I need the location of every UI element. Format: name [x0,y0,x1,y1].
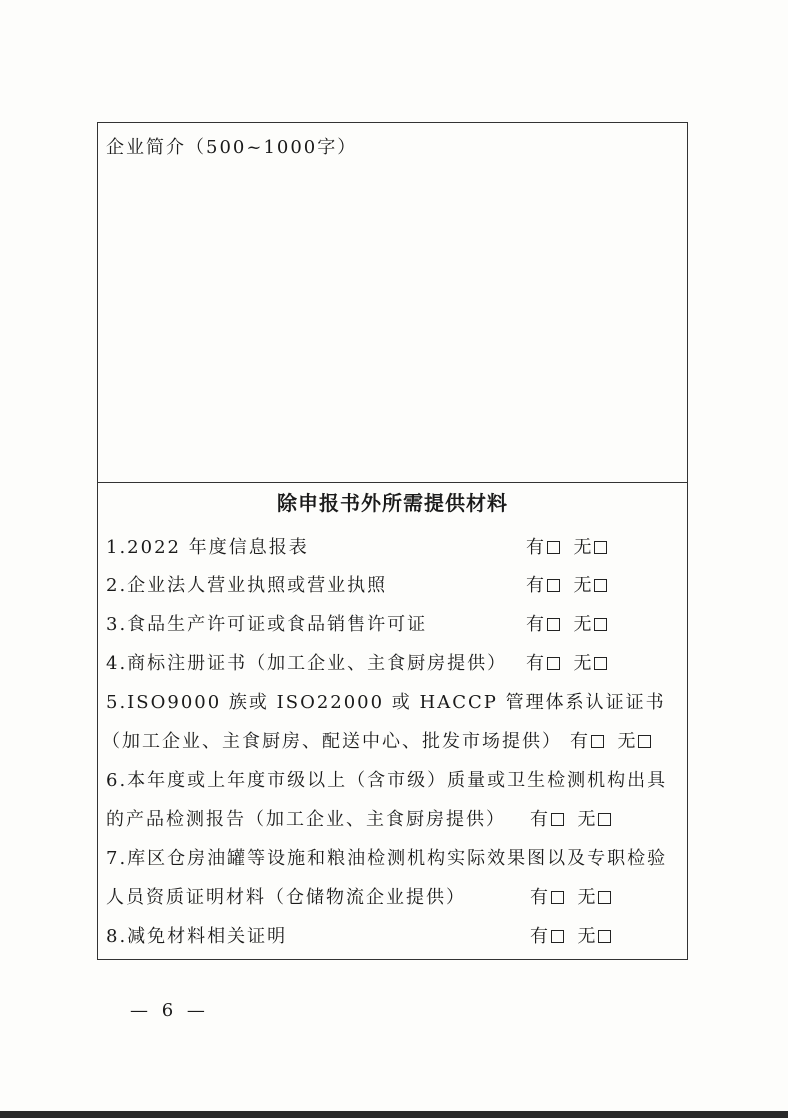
no-label: 无 [577,809,597,830]
material-item-4: 4.商标注册证书（加工企业、主食厨房提供） [106,653,508,674]
material-item-7-options [530,883,611,909]
material-item-3: 3.食品生产许可证或食品销售许可证 [106,614,428,635]
material-item-8-options [530,922,611,948]
company-intro-label: 企业简介（500~1000字） [106,137,358,158]
material-item-6-line-1: 6.本年度或上年度市级以上（含市级）质量或卫生检测机构出具 [106,770,668,791]
no-label: 无 [573,575,593,596]
material-item-1-options [526,533,607,559]
scan-bottom-edge [0,1111,788,1118]
no-label: 无 [573,614,593,635]
required-materials-section [98,483,687,959]
no-label: 无 [573,653,593,674]
yes-checkbox[interactable] [547,657,560,670]
no-label: 无 [617,731,637,752]
no-checkbox[interactable] [594,618,607,631]
yes-checkbox[interactable] [547,618,560,631]
yes-checkbox[interactable] [551,930,564,943]
material-item-6-options [530,805,611,831]
no-checkbox[interactable] [594,657,607,670]
materials-heading: 除申报书外所需提供材料 [277,491,508,515]
material-item-8: 8.减免材料相关证明 [106,926,288,947]
yes-checkbox[interactable] [591,735,604,748]
no-checkbox[interactable] [598,891,611,904]
no-checkbox[interactable] [594,579,607,592]
yes-label: 有 [530,926,549,947]
material-item-7-line-1: 7.库区仓房油罐等设施和粮油检测机构实际效果图以及专职检验 [106,848,668,869]
no-label: 无 [577,887,597,908]
company-intro-section[interactable] [98,123,687,483]
no-checkbox[interactable] [638,735,651,748]
material-item-4-options [526,649,607,675]
no-checkbox[interactable] [594,541,607,554]
yes-label: 有 [526,614,545,635]
material-item-5-options [570,727,651,753]
no-checkbox[interactable] [598,930,611,943]
material-item-2-options [526,571,607,597]
material-item-3-options [526,610,607,636]
yes-label: 有 [570,731,589,752]
material-item-2: 2.企业法人营业执照或营业执照 [106,575,388,596]
no-label: 无 [573,537,593,558]
material-item-7-line-2: 人员资质证明材料（仓储物流企业提供） [106,887,466,908]
material-item-1: 1.2022 年度信息报表 [106,537,309,558]
no-label: 无 [577,926,597,947]
page-number: — 6 — [130,1000,209,1021]
material-item-5-line-2: （加工企业、主食厨房、配送中心、批发市场提供） [102,731,562,752]
yes-label: 有 [526,653,545,674]
yes-checkbox[interactable] [547,579,560,592]
yes-checkbox[interactable] [551,813,564,826]
application-form-table [97,122,688,960]
yes-label: 有 [526,537,545,558]
material-item-6-line-2: 的产品检测报告（加工企业、主食厨房提供） [106,809,506,830]
yes-label: 有 [526,575,545,596]
material-item-5-line-1: 5.ISO9000 族或 ISO22000 或 HACCP 管理体系认证证书 [106,692,666,713]
yes-label: 有 [530,809,549,830]
yes-checkbox[interactable] [551,891,564,904]
yes-checkbox[interactable] [547,541,560,554]
yes-label: 有 [530,887,549,908]
no-checkbox[interactable] [598,813,611,826]
